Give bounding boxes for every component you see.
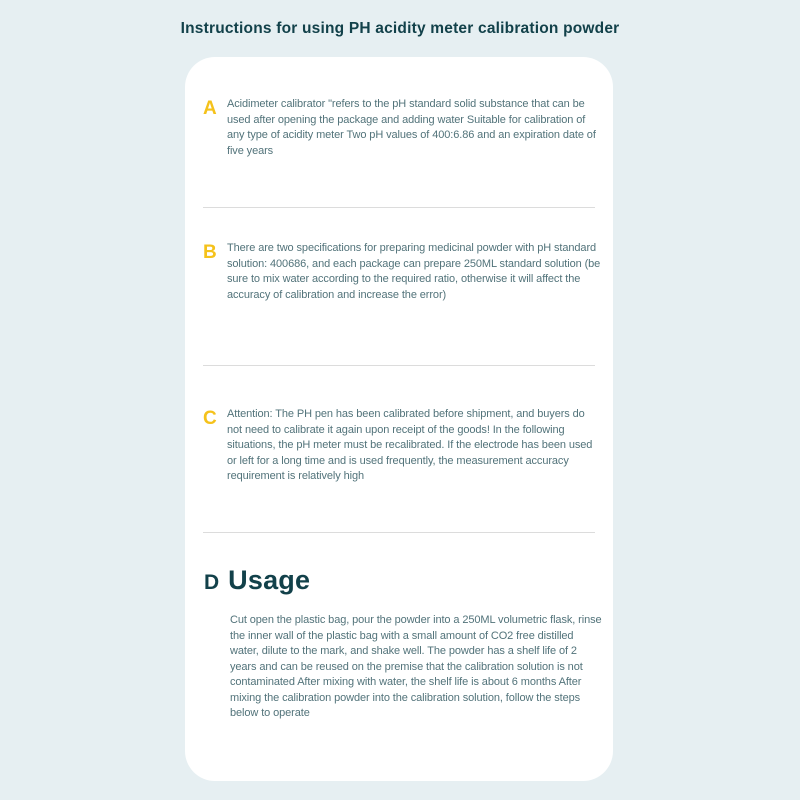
section-c — [203, 407, 601, 485]
divider-after-b — [203, 365, 595, 366]
usage-text: Cut open the plastic bag, pour the powder into a 250ML volumetric flask, rinse the inner wall of the plastic bag with a small amount of CO2 free distilled water, dilute to the mark, and shake well. The powder has a shelf life of 2 years and can be reused on the premise that the calibration solution is not contaminated After mixing with water, the shelf life is about 6 months After mixing the calibration powder into the calibration solution, follow the steps below to operate — [230, 614, 602, 719]
divider-after-c — [203, 532, 595, 533]
section-c-letter: C — [203, 408, 217, 429]
page-title: Instructions for using PH acidity meter calibration powder — [180, 20, 620, 37]
usage-heading — [204, 565, 310, 596]
section-b-letter: B — [203, 242, 217, 263]
section-a — [203, 97, 601, 159]
instructions-card — [185, 57, 613, 781]
section-b — [203, 241, 601, 303]
section-a-text: Acidimeter calibrator "refers to the pH standard solid substance that can be used after opening the package and adding water Suitable for calibration of any type of acidity meter Two pH values of 400:6.86 and an expiration date of five years — [227, 98, 596, 157]
divider-after-a — [203, 207, 595, 208]
usage-letter: D — [204, 571, 220, 594]
section-b-text: There are two specifications for preparing medicinal powder with pH standard solution: 400686, and each package can prepare 250ML standard solution (be sure to mix water according to the required ratio, otherwise it will affect the accuracy of calibration and increase the error) — [227, 242, 601, 301]
section-c-text: Attention: The PH pen has been calibrated before shipment, and buyers do not need to calibrate it again upon receipt of the goods! In the following situations, the pH meter must be recalibrated. If the electrode has been used or left for a long time and is used frequently, the measurement accuracy requirement is relatively high — [227, 408, 593, 482]
usage-heading-label: Usage — [228, 565, 311, 595]
section-a-letter: A — [203, 98, 217, 119]
